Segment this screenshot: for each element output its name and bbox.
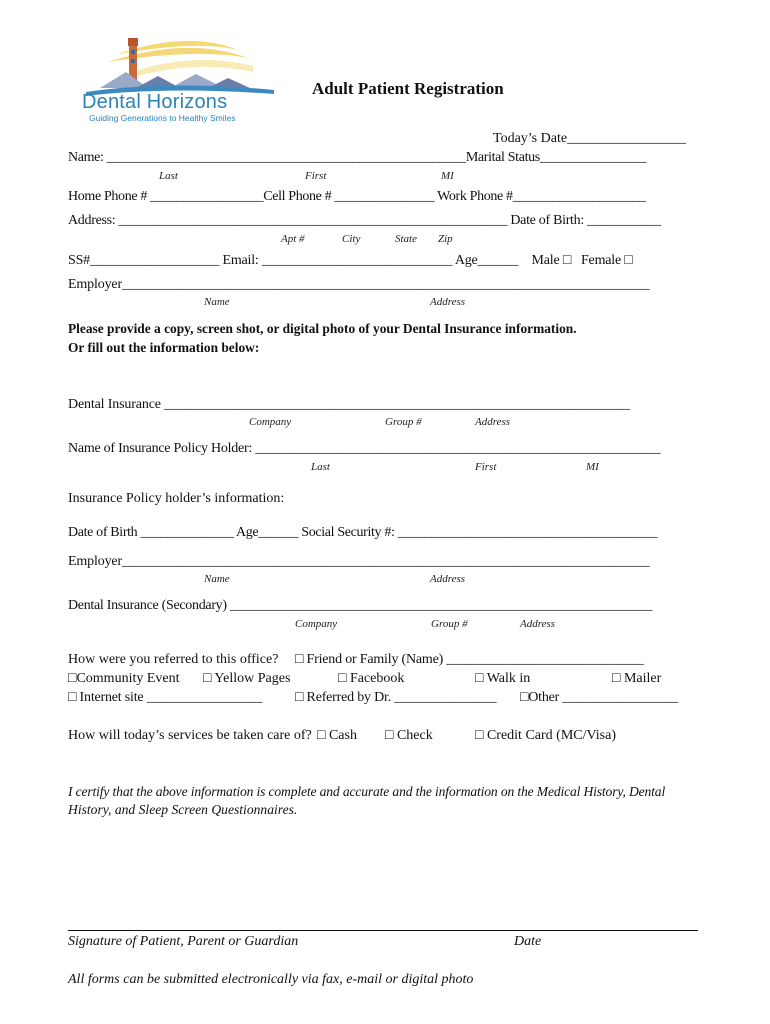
instructions-line-2: Or fill out the information below: [68,340,260,355]
date-label: Date [514,934,542,949]
dental-insurance-sub-group: Group # [385,416,422,428]
address-sub-apt: Apt # [281,233,305,245]
referral-yellow-pages-checkbox[interactable]: □ Yellow Pages [203,671,291,686]
payment-cash-checkbox[interactable]: □ Cash [317,728,357,743]
name-sub-first: First [305,170,327,182]
todays-date-field[interactable]: Today’s Date_________________ [493,131,687,146]
certification-line-1: I certify that the above information is complete and accurate and the information on the Medical History, Dental [68,784,666,799]
policy-holder-line[interactable]: Name of Insurance Policy Holder: ____________________________________________________________ [68,441,661,456]
employer-line[interactable]: Employer_____________________________________________________________________________ [68,277,650,292]
phone-line[interactable]: Home Phone # _________________Cell Phone # _______________ Work Phone #____________________ [68,189,646,204]
referral-community-checkbox[interactable]: □Community Event [68,671,180,686]
footer-note: All forms can be submitted electronically via fax, e-mail or digital photo [68,972,474,987]
holder-employer-sub-address: Address [430,573,466,585]
address-sub-zip: Zip [438,233,453,245]
dental-insurance-sub-address: Address [475,416,511,428]
instructions-line-1: Please provide a copy, screen shot, or digital photo of your Dental Insurance information. [68,321,577,336]
holder-employer-sub-name: Name [204,573,230,585]
secondary-sub-address: Address [520,618,556,630]
employer-sub-name: Name [204,296,230,308]
name-sub-mi: MI [441,170,454,182]
address-dob-line[interactable]: Address: __________________________________________________________ Date of Birth: ___________ [68,213,661,228]
holder-sub-mi: MI [586,461,599,473]
certification-line-2: History, and Sleep Screen Questionnaires. [68,802,298,817]
address-sub-state: State [395,233,417,245]
holder-dob-age-ssn-line[interactable]: Date of Birth ______________ Age______ Social Security #: _______________________________________ [68,525,658,540]
secondary-insurance-line[interactable]: Dental Insurance (Secondary) _______________________________________________________________ [68,598,653,613]
referral-other-checkbox[interactable]: □Other _________________ [520,690,679,705]
referral-facebook-checkbox[interactable]: □ Facebook [338,671,405,686]
referral-doctor-checkbox[interactable]: □ Referred by Dr. _______________ [295,690,497,705]
dental-insurance-sub-company: Company [249,416,292,428]
logo-name: Dental Horizons [82,91,228,113]
holder-sub-first: First [475,461,497,473]
page-title: Adult Patient Registration [312,79,504,98]
referral-friend-checkbox[interactable]: □ Friend or Family (Name) _____________________________ [295,652,644,667]
referral-walk-in-checkbox[interactable]: □ Walk in [475,671,531,686]
signature-line[interactable] [68,930,698,931]
holder-employer-line[interactable]: Employer_____________________________________________________________________________ [68,554,650,569]
dental-insurance-line[interactable]: Dental Insurance ____________________________________________________________________ [68,397,630,412]
payment-credit-card-checkbox[interactable]: □ Credit Card (MC/Visa) [475,728,616,743]
logo-tagline: Guiding Generations to Healthy Smiles [89,113,236,123]
employer-sub-address: Address [430,296,466,308]
address-sub-city: City [342,233,361,245]
holder-info-label: Insurance Policy holder’s information: [68,491,285,506]
name-sub-last: Last [159,170,178,182]
payment-check-checkbox[interactable]: □ Check [385,728,433,743]
signature-label: Signature of Patient, Parent or Guardian [68,934,299,949]
secondary-sub-company: Company [295,618,338,630]
holder-sub-last: Last [311,461,330,473]
referral-mailer-checkbox[interactable]: □ Mailer [612,671,662,686]
secondary-sub-group: Group # [431,618,468,630]
ss-email-age-gender-line[interactable]: SS#___________________ Email: ____________________________ Age______ Male □ Female □ [68,253,633,268]
referral-question: How were you referred to this office? [68,652,279,667]
referral-internet-checkbox[interactable]: □ Internet site _________________ [68,690,263,705]
name-marital-line[interactable]: Name: ______________________________________________________Marital Status________________ [68,150,647,165]
payment-question: How will today’s services be taken care of? [68,728,312,743]
